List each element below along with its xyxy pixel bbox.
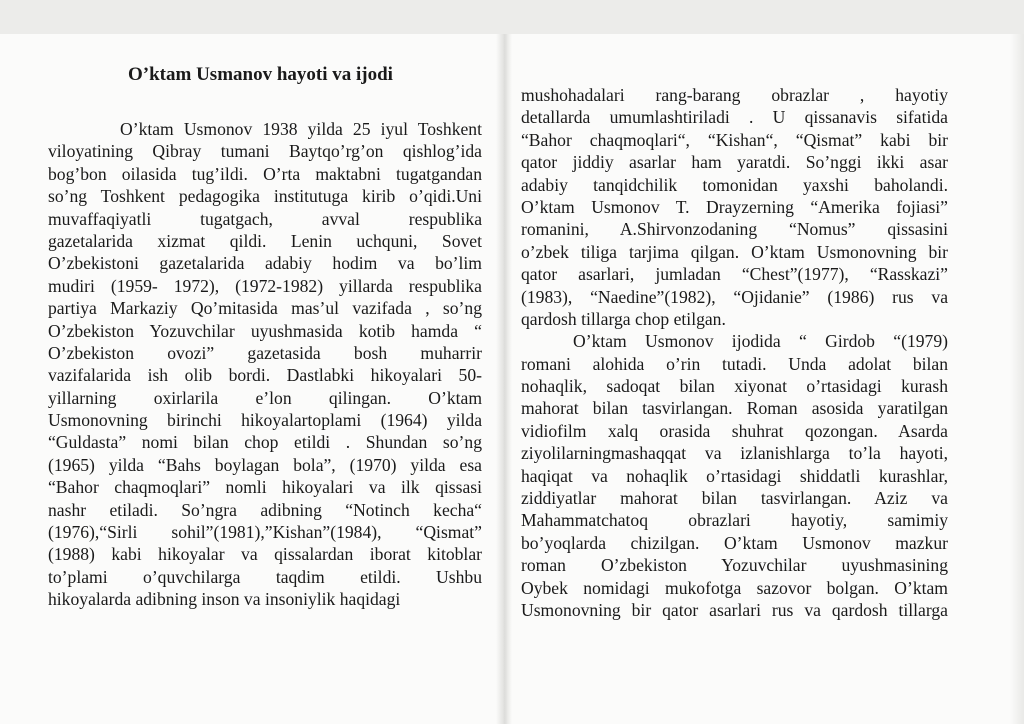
text-line: mushohadalari rang-barang obrazlar , hayotiy	[521, 85, 948, 105]
text-line: ziddiyatlar mahorat bilan tasvirlangan. Aziz va	[521, 488, 948, 509]
text-line: O’zbekiston Yozuvchilar uyushmasida kotib hamda “	[48, 320, 482, 341]
text-line: (1965) yilda “Bahs boylagan bola”, (1970) yilda esa	[48, 454, 482, 475]
text-line: O’ktam Usmonov 1938 yilda 25 iyul Toshkent	[120, 119, 482, 139]
text-line: partiya Markaziy Qo’mitasida mas’ul vazifada , so’ng	[48, 298, 482, 319]
text-line: ziyolilarningmashaqqat va izlanishlarga to’la hayoti,	[521, 443, 948, 464]
text-line: romanini, A.Shirvonzodaning “Nomus” qissasini	[521, 219, 948, 240]
text-line: bog’bon oilasida tug’ildi. O’rta maktabni tugatgandan	[48, 163, 482, 184]
text-line: (1988) kabi hikoyalar va qissalardan iborat kitoblar	[48, 544, 482, 565]
text-line: “Guldasta” nomi bilan chop etildi . Shundan so’ng	[48, 432, 482, 453]
text-line: “Bahor chaqmoqlari” nomli hikoyalari va ilk qissasi	[48, 477, 482, 498]
text-line: Oybek nomidagi mukofotga sazovor bolgan. O’ktam	[521, 577, 948, 598]
text-line: haqiqat va nohaqlik o’rtasidagi shiddatli kurashlar,	[521, 465, 948, 486]
text-line: Mahammatchatoq obrazlari hayotiy, samimiy	[521, 510, 948, 531]
text-line: Usmonovning bir qator asarlari rus va qardosh tillarga	[521, 599, 948, 620]
scan-top-margin	[0, 0, 1024, 34]
text-line: (1983), “Naedine”(1982), “Ojidanie” (1986) rus va	[521, 286, 948, 307]
text-line: mudiri (1959- 1972), (1972-1982) yillarda respublika	[48, 275, 482, 296]
text-line: nohaqlik, sadoqat bilan xiyonat o’rtasidagi kurash	[521, 376, 948, 397]
text-line: hikoyalarda adibning inson va insoniylik haqidagi	[48, 589, 401, 610]
left-page-body	[48, 118, 482, 611]
text-line: muvaffaqiyatli tugatgach, avval respublika	[48, 208, 482, 229]
text-line: bo’yoqlarda chizilgan. O’ktam Usmonov mazkur	[521, 532, 948, 553]
text-line: O’zbekiston ovozi” gazetasida bosh muharrir	[48, 342, 482, 363]
text-line: qator jiddiy asarlar ham yaratdi. So’nggi ikki asar	[521, 152, 948, 173]
text-line: roman O’zbekiston Yozuvchilar uyushmasining	[521, 555, 948, 576]
text-line: yillarning oxirlarila e’lon qilingan. O’ktam	[48, 387, 482, 408]
page-title: O’ktam Usmanov hayoti va ijodi	[128, 64, 393, 85]
text-line: detallarda umumlashtiriladi . U qissanavis sifatida	[521, 107, 948, 128]
text-line: qardosh tillarga chop etilgan.	[521, 308, 726, 329]
text-line: “Bahor chaqmoqlari“, “Kishan“, “Qismat” kabi bir	[521, 129, 948, 150]
text-line: Usmonovning birinchi hikoyalartoplami (1964) yilda	[48, 410, 482, 431]
text-line: so’ng Toshkent pedagogika institutuga kirib o’qidi.Uni	[48, 186, 482, 207]
text-line: to’plami o’quvchilarga taqdim etildi. Ushbu	[48, 566, 482, 587]
page-edge-shadow	[1010, 34, 1024, 724]
text-line: mahorat bilan tasvirlangan. Roman asosida yaratilgan	[521, 398, 948, 419]
text-line: O’zbekistoni gazetalarida adabiy hodim va bo’lim	[48, 253, 482, 274]
text-line: qator asarlari, jumladan “Chest”(1977), “Rasskazi”	[521, 264, 948, 285]
text-line: vidiofilm xalq orasida shuhrat qozongan. Asarda	[521, 420, 948, 441]
text-line: O’ktam Usmonov ijodida “ Girdob “(1979)	[573, 331, 948, 352]
book-gutter	[496, 34, 512, 724]
text-line: romani alohida o’rin tutadi. Unda adolat bilan	[521, 353, 948, 374]
text-line: gazetalarida xizmat qildi. Lenin uchquni, Sovet	[48, 230, 482, 251]
text-line: (1976),“Sirli sohil”(1981),”Kishan”(1984), “Qismat”	[48, 522, 482, 543]
text-line: vazifalarida ish olib bordi. Dastlabki hikoyalari 50-	[48, 365, 482, 386]
text-line: O’ktam Usmonov T. Drayzerning “Amerika fojiasi”	[521, 196, 948, 217]
text-line: viloyatining Qibray tumani Baytqo’rg’on qishlog’ida	[48, 141, 482, 162]
text-line: adabiy tanqidchilik tomonidan yaxshi baholandi.	[521, 174, 948, 195]
text-line: o’zbek tiliga tarjima qilgan. O’ktam Usmonovning bir	[521, 241, 948, 262]
right-page-body	[521, 84, 948, 621]
text-line: nashr etiladi. So’ngra adibning “Notinch kecha“	[48, 499, 482, 520]
